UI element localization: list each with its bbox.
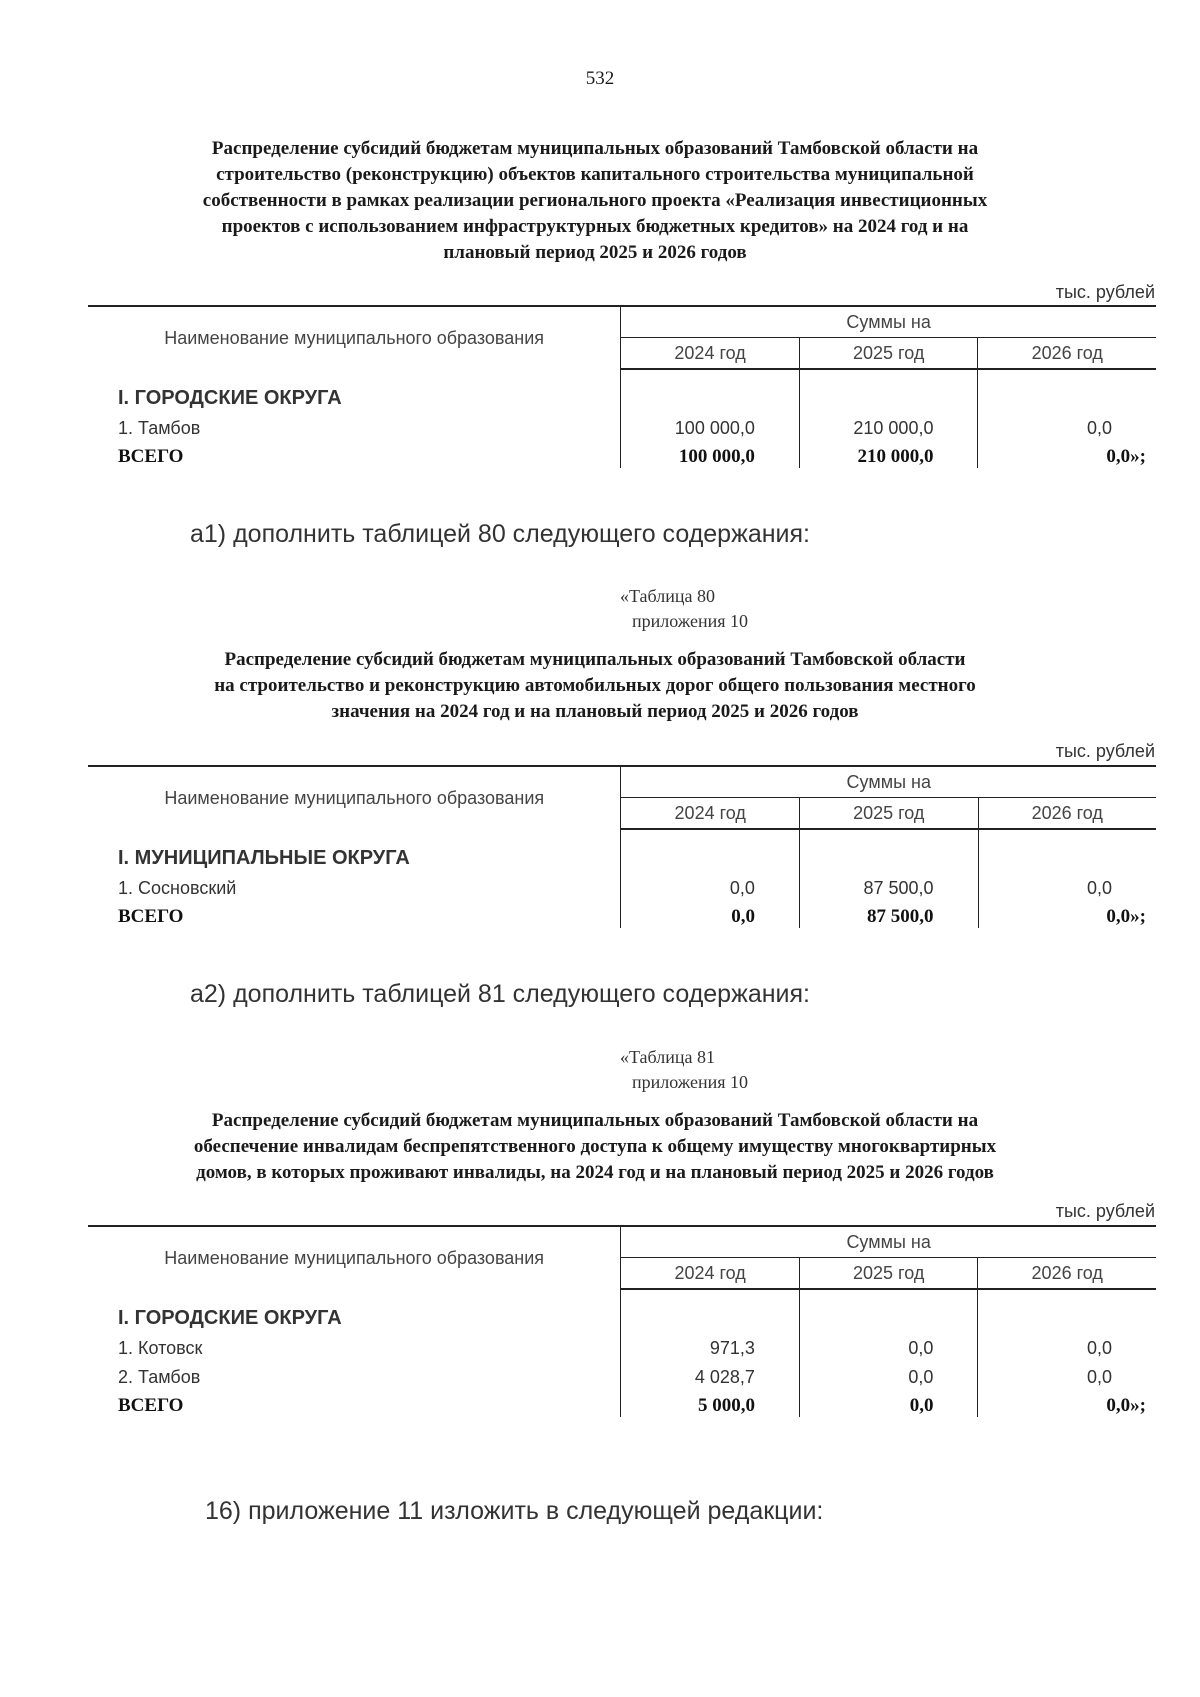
subsidy-table-3 [88,1225,1156,1417]
total-2024: 5 000,0 [621,1388,800,1417]
section-label: I. ГОРОДСКИЕ ОКРУГА [88,1289,621,1330]
section-row [88,1289,1156,1330]
total-2025: 87 500,0 [799,899,978,928]
value-2026: 0,0 [1086,418,1112,438]
total-2026: 0,0»; [1106,446,1146,467]
table-ref-line: «Таблица 80 [620,586,715,606]
value-2024: 4 028,7 [621,1359,800,1388]
total-2026: 0,0»; [1106,906,1146,927]
total-2024: 100 000,0 [621,439,800,468]
table-ref-line: приложения 10 [632,1072,749,1092]
header-name-column: Наименование муниципального образования [88,766,621,829]
header-year: 2026 год [978,338,1156,370]
value-2025: 0,0 [799,1330,978,1359]
row-name: 1. Котовск [88,1330,621,1359]
header-sums: Суммы на [621,766,1156,798]
header-sums: Суммы на [621,306,1156,338]
table-1-title [110,136,1080,266]
header-year: 2024 год [621,338,800,370]
header-year: 2025 год [799,1258,978,1290]
unit-label: тыс. рублей [1055,282,1155,302]
value-2024: 0,0 [621,870,799,899]
title-line: на строительство и реконструкцию автомобильных дорог общего пользования местного [214,675,976,696]
total-label: ВСЕГО [88,439,621,468]
table-2-title [110,647,1080,725]
table-reference [620,1045,748,1095]
table-row [88,1330,1156,1359]
header-year: 2024 год [621,798,799,830]
unit-label: тыс. рублей [1055,1201,1155,1221]
table-ref-line: «Таблица 81 [620,1047,715,1067]
value-2024: 100 000,0 [621,410,800,439]
title-line: Распределение субсидий бюджетам муниципальных образований Тамбовской области на [211,1110,979,1131]
subsidy-table-2 [88,765,1156,928]
value-2026: 0,0 [1086,878,1112,898]
header-name-column: Наименование муниципального образования [88,1226,621,1289]
page-number: 532 [585,68,615,89]
row-name: 2. Тамбов [88,1359,621,1388]
title-line: строительство (реконструкцию) объектов капитального строительства муниципальной [216,164,974,185]
header-year: 2025 год [799,338,978,370]
row-name: 1. Сосновский [88,870,621,899]
title-line: обеспечение инвалидам беспрепятственного доступа к общему имуществу многоквартирных [193,1136,997,1157]
total-2025: 210 000,0 [799,439,978,468]
final-paragraph: 16) приложение 11 изложить в следующей редакции: [205,1497,824,1525]
total-label: ВСЕГО [88,899,621,928]
title-line: плановый период 2025 и 2026 годов [443,242,747,263]
total-2025: 0,0 [799,1388,978,1417]
amendment-paragraph: а1) дополнить таблицей 80 следующего содержания: [190,520,810,548]
section-label: I. МУНИЦИПАЛЬНЫЕ ОКРУГА [88,829,621,870]
title-line: значения на 2024 год и на плановый период 2025 и 2026 годов [331,701,859,722]
total-2026: 0,0»; [1106,1395,1146,1416]
title-line: Распределение субсидий бюджетам муниципальных образований Тамбовской области на [211,138,979,159]
table-reference [620,584,748,634]
value-2026: 0,0 [1086,1367,1112,1387]
header-year: 2025 год [799,798,978,830]
table-ref-line: приложения 10 [632,611,749,631]
value-2025: 87 500,0 [799,870,978,899]
total-row [88,439,1156,468]
amendment-paragraph: а2) дополнить таблицей 81 следующего содержания: [190,980,810,1008]
section-row [88,829,1156,870]
value-2024: 971,3 [621,1330,800,1359]
title-line: Распределение субсидий бюджетам муниципальных образований Тамбовской области [224,649,966,670]
unit-label: тыс. рублей [1055,741,1155,761]
value-2025: 210 000,0 [799,410,978,439]
total-row [88,899,1156,928]
header-year: 2026 год [978,1258,1156,1290]
header-year: 2026 год [978,798,1156,830]
subsidy-table-1 [88,305,1156,468]
table-row [88,410,1156,439]
header-sums: Суммы на [621,1226,1156,1258]
header-year: 2024 год [621,1258,800,1290]
section-row [88,369,1156,410]
title-line: собственности в рамках реализации регионального проекта «Реализация инвестиционных [202,190,988,211]
total-row [88,1388,1156,1417]
value-2026: 0,0 [1086,1338,1112,1358]
value-2025: 0,0 [799,1359,978,1388]
row-name: 1. Тамбов [88,410,621,439]
header-name-column: Наименование муниципального образования [88,306,621,369]
title-line: проектов с использованием инфраструктурных бюджетных кредитов» на 2024 год и на [221,216,969,237]
table-3-title [110,1108,1080,1186]
table-row [88,870,1156,899]
title-line: домов, в которых проживают инвалиды, на 2024 год и на плановый период 2025 и 2026 годов [196,1162,994,1183]
section-label: I. ГОРОДСКИЕ ОКРУГА [88,369,621,410]
total-label: ВСЕГО [88,1388,621,1417]
table-row [88,1359,1156,1388]
total-2024: 0,0 [621,899,799,928]
